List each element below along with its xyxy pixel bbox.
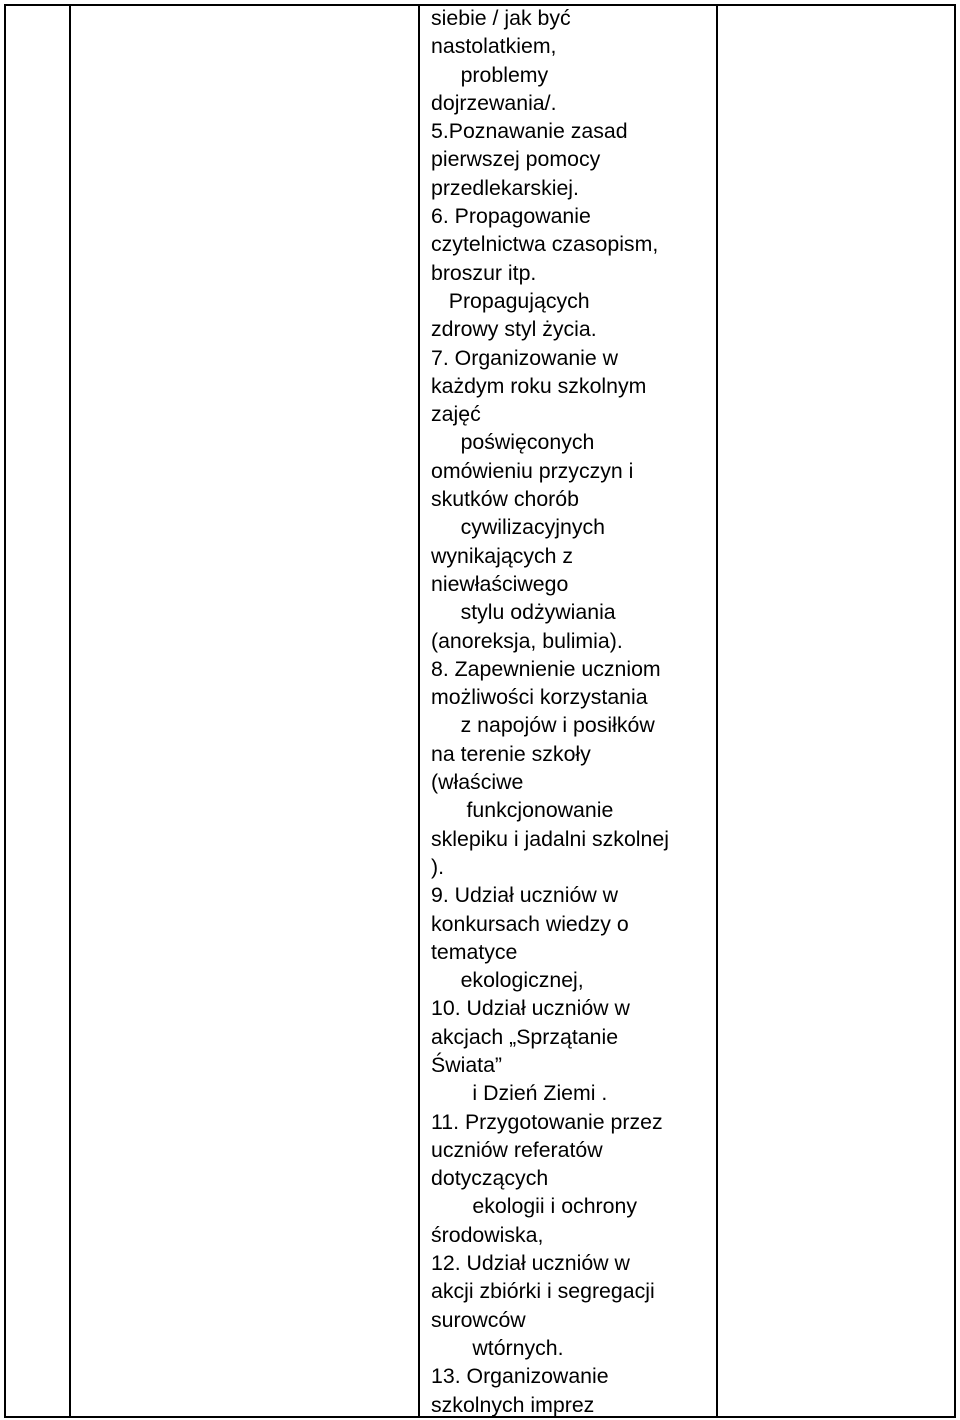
text-line: 13. Organizowanie: [431, 1364, 609, 1389]
text-line: ).: [431, 854, 445, 879]
text-line: dojrzewania/.: [431, 90, 557, 115]
text-line: dotyczących: [431, 1166, 549, 1191]
text-line: 10. Udział uczniów w: [431, 996, 630, 1021]
table-column-border: [69, 4, 71, 1418]
text-line: 11. Przygotowanie przez: [431, 1109, 663, 1134]
table-column-border: [418, 4, 420, 1418]
text-line: surowców: [431, 1307, 526, 1332]
text-line: pierwszej pomocy: [431, 147, 601, 172]
text-line: z napojów i posiłków: [431, 713, 655, 738]
text-line: 9. Udział uczniów w: [431, 883, 619, 908]
task-list-cell: [431, 4, 713, 1419]
text-line: Propagujących: [431, 288, 590, 313]
text-line: (anoreksja, bulimia).: [431, 628, 623, 653]
text-line: 6. Propagowanie: [431, 204, 591, 229]
text-line: 8. Zapewnienie uczniom: [431, 656, 661, 681]
text-line: akcji zbiórki i segregacji: [431, 1279, 655, 1304]
text-line: i Dzień Ziemi .: [431, 1081, 608, 1106]
text-line: czytelnictwa czasopism,: [431, 232, 659, 257]
text-line: skutków chorób: [431, 487, 579, 512]
text-line: cywilizacyjnych: [431, 515, 605, 540]
text-line: akcjach „Sprzątanie: [431, 1024, 619, 1049]
text-line: broszur itp.: [431, 260, 537, 285]
text-line: omówieniu przyczyn i: [431, 458, 634, 483]
text-line: sklepiku i jadalni szkolnej: [431, 826, 669, 851]
text-line: ekologicznej,: [431, 968, 584, 993]
text-line: konkursach wiedzy o: [431, 911, 629, 936]
text-line: tematyce: [431, 939, 518, 964]
text-line: zdrowy styl życia.: [431, 317, 597, 342]
text-line: 7. Organizowanie w: [431, 345, 619, 370]
text-line: stylu odżywiania: [431, 600, 616, 625]
text-line: szkolnych imprez: [431, 1392, 595, 1417]
text-line: zajęć: [431, 402, 481, 427]
text-line: (właściwe: [431, 770, 524, 795]
text-line: każdym roku szkolnym: [431, 373, 647, 398]
text-line: 12. Udział uczniów w: [431, 1251, 630, 1276]
text-line: poświęconych: [431, 430, 595, 455]
text-line: wtórnych.: [431, 1335, 564, 1360]
text-line: siebie / jak być: [431, 6, 571, 30]
text-line: wynikających z: [431, 543, 574, 568]
text-line: 5.Poznawanie zasad: [431, 119, 628, 144]
text-line: problemy: [431, 62, 549, 87]
text-line: możliwości korzystania: [431, 685, 648, 710]
text-line: funkcjonowanie: [431, 798, 614, 823]
table-column-border: [716, 4, 718, 1418]
text-line: ekologii i ochrony: [431, 1194, 637, 1219]
text-line: uczniów referatów: [431, 1137, 603, 1162]
table-column-border: [4, 4, 6, 1418]
text-line: środowiska,: [431, 1222, 544, 1247]
text-line: niewłaściwego: [431, 571, 569, 596]
text-line: przedlekarskiej.: [431, 175, 579, 200]
text-line: Świata”: [431, 1052, 503, 1077]
table-column-border: [954, 4, 956, 1418]
text-line: na terenie szkoły: [431, 741, 591, 766]
text-line: nastolatkiem,: [431, 34, 557, 59]
